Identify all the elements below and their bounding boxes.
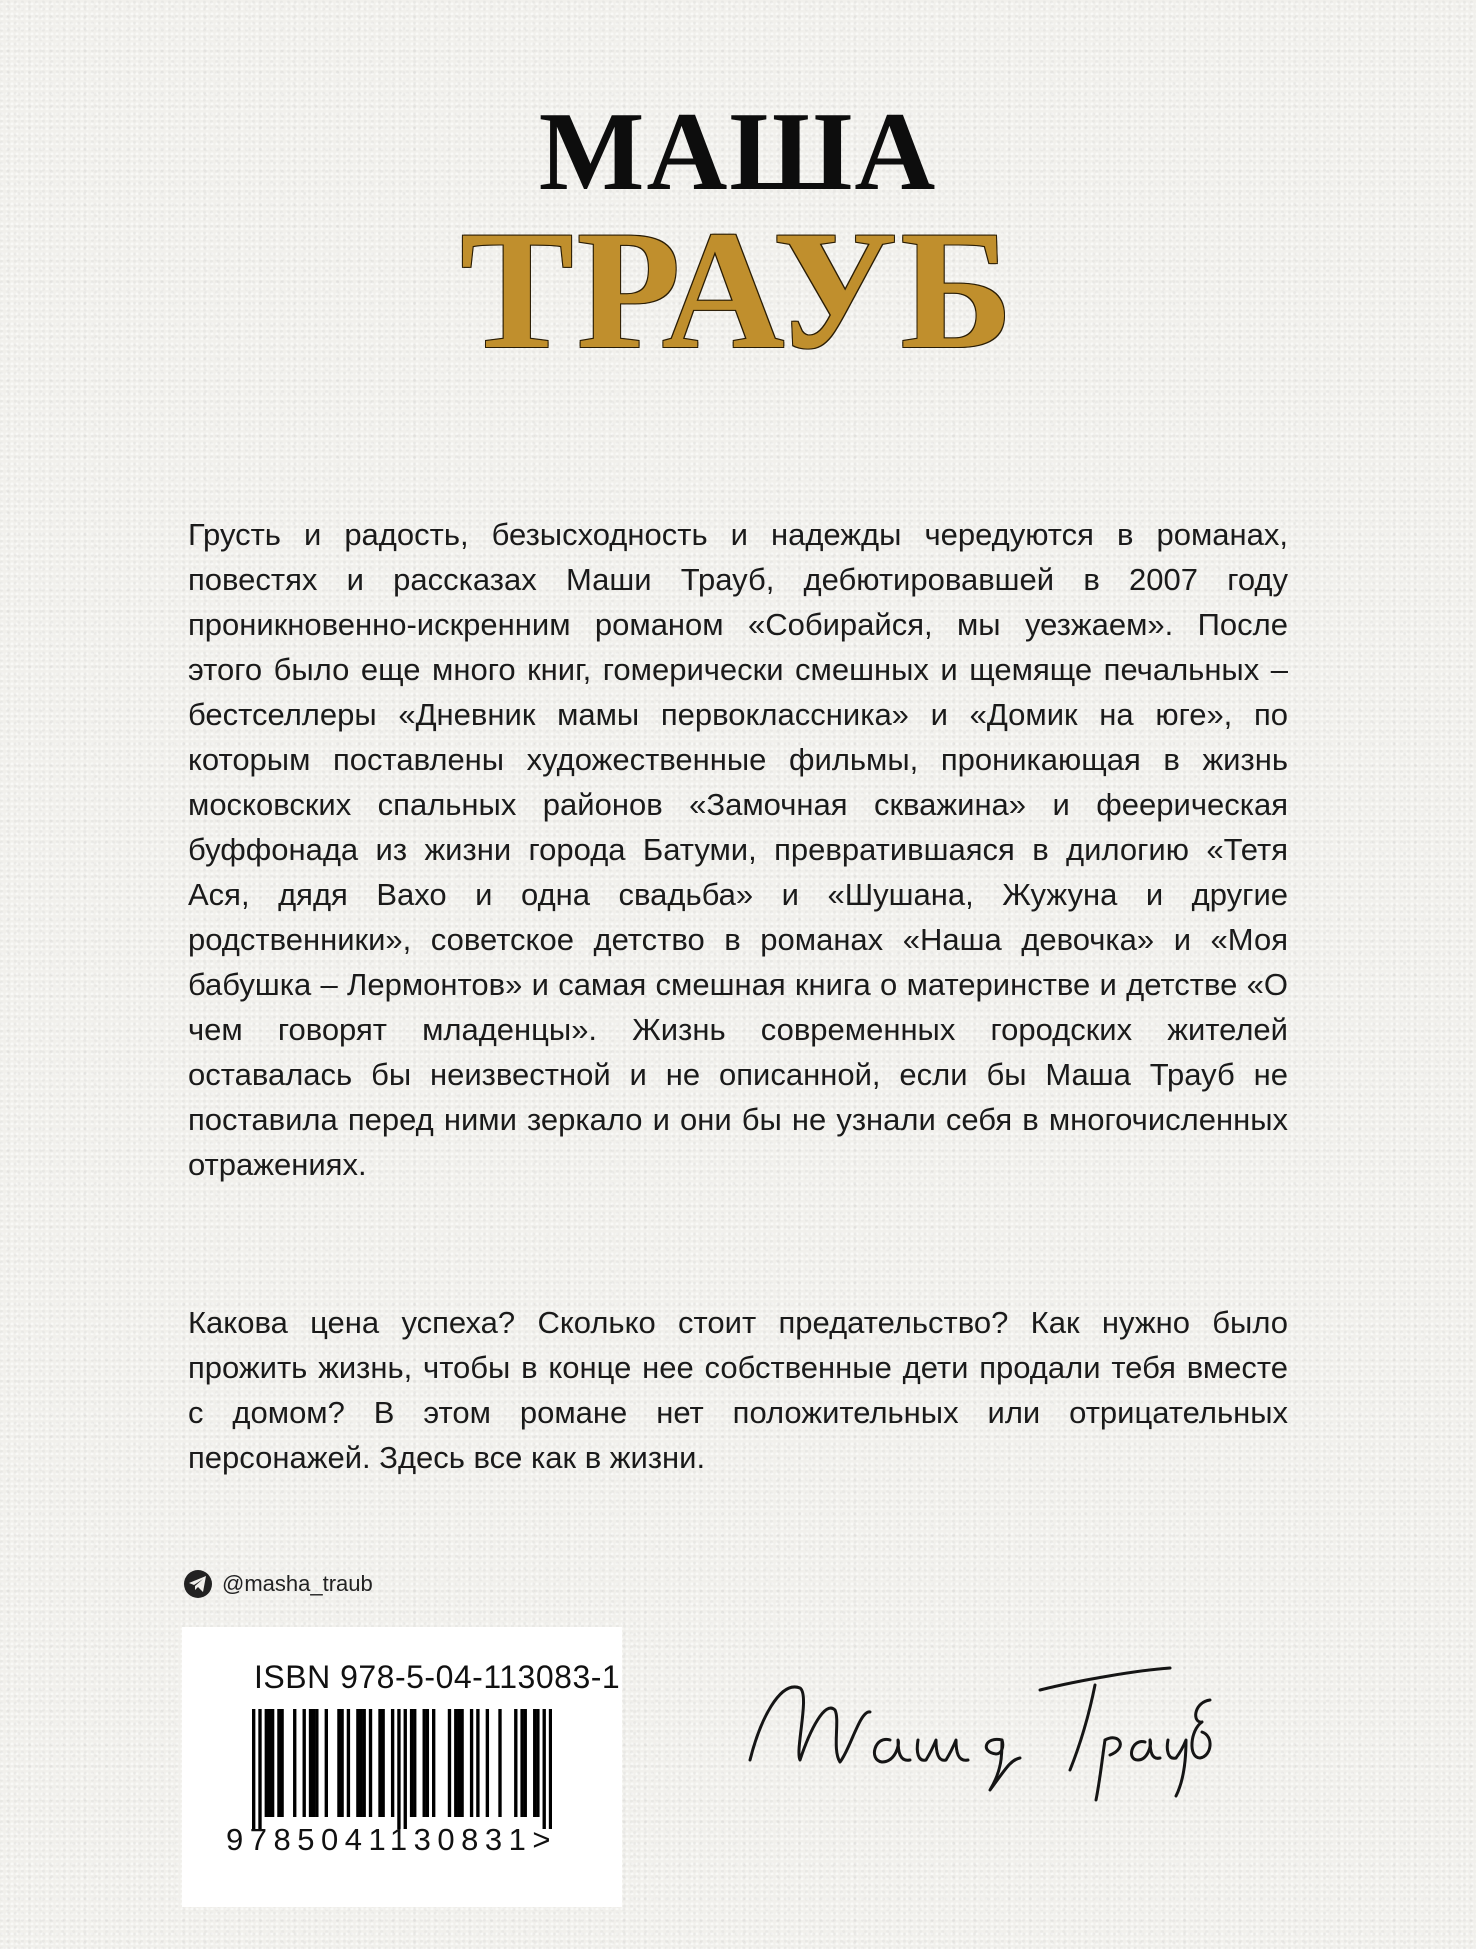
barcode-bar: [312, 1709, 315, 1817]
barcode-bar: [486, 1709, 489, 1817]
barcode-bar: [378, 1709, 381, 1817]
annotation-paragraph-1: Грусть и радость, безысходность и надежды чередуются в романах, повестях и рассказах Маши Трауб, дебютировавшей в 2007 году проникновенно-искренним романом «Собирайся, мы уезжаем». После этого было еще много книг, гомерически смешных и щемяще печальных – бестселлеры «Дневник мамы первоклассника» и «Домик на юге», по которым поставлены художественные фильмы, проникающая в жизнь московских спальных районов «Замочная скважина» и феерическая буффонада из жизни города Батуми, превратившаяся в дилогию «Тетя Ася, дядя Вахо и одна свадьба» и «Шушана, Жужуна и другие родственники», советское детство в романах «Наша девочка» и «Моя бабушка – Лермонтов» и самая смешная книга о материнстве и детстве «О чем говорят младенцы». Жизнь современных городских жителей оставалась бы неизвестной и не описанной, если бы Маша Трауб не поставила перед ними зеркало и они бы не узнали себя в многочисленных отражениях.: [188, 517, 1288, 1182]
barcode-bar: [347, 1709, 350, 1817]
barcode-bar: [258, 1709, 261, 1829]
barcode-bar: [423, 1709, 426, 1817]
barcode-bar: [524, 1709, 527, 1817]
telegram-icon: [184, 1570, 212, 1598]
author-signature: [740, 1640, 1220, 1825]
barcode-bar: [426, 1709, 429, 1817]
barcode-bar: [498, 1709, 501, 1817]
barcode-bar: [268, 1709, 271, 1817]
barcode-bar: [363, 1709, 366, 1817]
barcode-bar: [404, 1709, 407, 1829]
barcode-bar: [514, 1709, 517, 1817]
barcode-number: 9785041130831: [226, 1822, 533, 1857]
barcode-bar: [315, 1709, 318, 1817]
barcode-bar: [303, 1709, 306, 1817]
barcode-bar: [340, 1709, 343, 1817]
barcode-bar: [520, 1709, 523, 1817]
isbn-block: [182, 1627, 622, 1907]
barcode-bar: [533, 1709, 536, 1817]
barcode-bar: [413, 1709, 416, 1817]
annotation-paragraph-2: Какова цена успеха? Сколько стоит предательство? Как нужно было прожить жизнь, чтобы в конце нее собственные дети продали тебя вместе с домом? В этом романе нет положительных или отрицательных персонажей. Здесь все как в жизни.: [188, 1305, 1288, 1475]
barcode-bar: [325, 1709, 328, 1817]
author-first-name: МАША: [538, 90, 938, 214]
barcode-bar: [549, 1709, 552, 1829]
barcode-bar: [432, 1709, 435, 1817]
barcode-bar: [460, 1709, 463, 1817]
barcode-bar: [356, 1709, 359, 1817]
barcode-bar: [470, 1709, 473, 1817]
barcode-bar: [543, 1709, 546, 1829]
barcode-bar: [280, 1709, 283, 1817]
barcode-bar: [391, 1709, 394, 1817]
barcode-bar: [265, 1709, 268, 1817]
barcode: [252, 1709, 552, 1829]
barcode-bar: [277, 1709, 280, 1817]
barcode-bar: [381, 1709, 384, 1817]
barcode-digits: [226, 1822, 557, 1858]
barcode-bar: [410, 1709, 413, 1817]
barcode-bar: [448, 1709, 451, 1817]
barcode-bar: [293, 1709, 296, 1817]
barcode-bar: [359, 1709, 362, 1817]
barcode-bar: [457, 1709, 460, 1817]
isbn-label: ISBN 978-5-04-113083-1: [254, 1659, 621, 1695]
social-link[interactable]: [184, 1570, 373, 1598]
barcode-bar: [271, 1709, 274, 1817]
barcode-bar: [252, 1709, 255, 1829]
barcode-bar: [337, 1709, 340, 1817]
barcode-bar: [397, 1709, 400, 1829]
barcode-bar: [476, 1709, 479, 1817]
barcode-bar: [369, 1709, 372, 1817]
barcode-suffix: >: [532, 1822, 557, 1857]
barcode-bar: [536, 1709, 539, 1817]
barcode-bar: [309, 1709, 312, 1817]
barcode-bar: [454, 1709, 457, 1817]
signature-drawing: [740, 1640, 1220, 1820]
social-handle: @masha_traub: [222, 1571, 373, 1596]
author-last-name: ТРАУБ: [460, 196, 1016, 384]
